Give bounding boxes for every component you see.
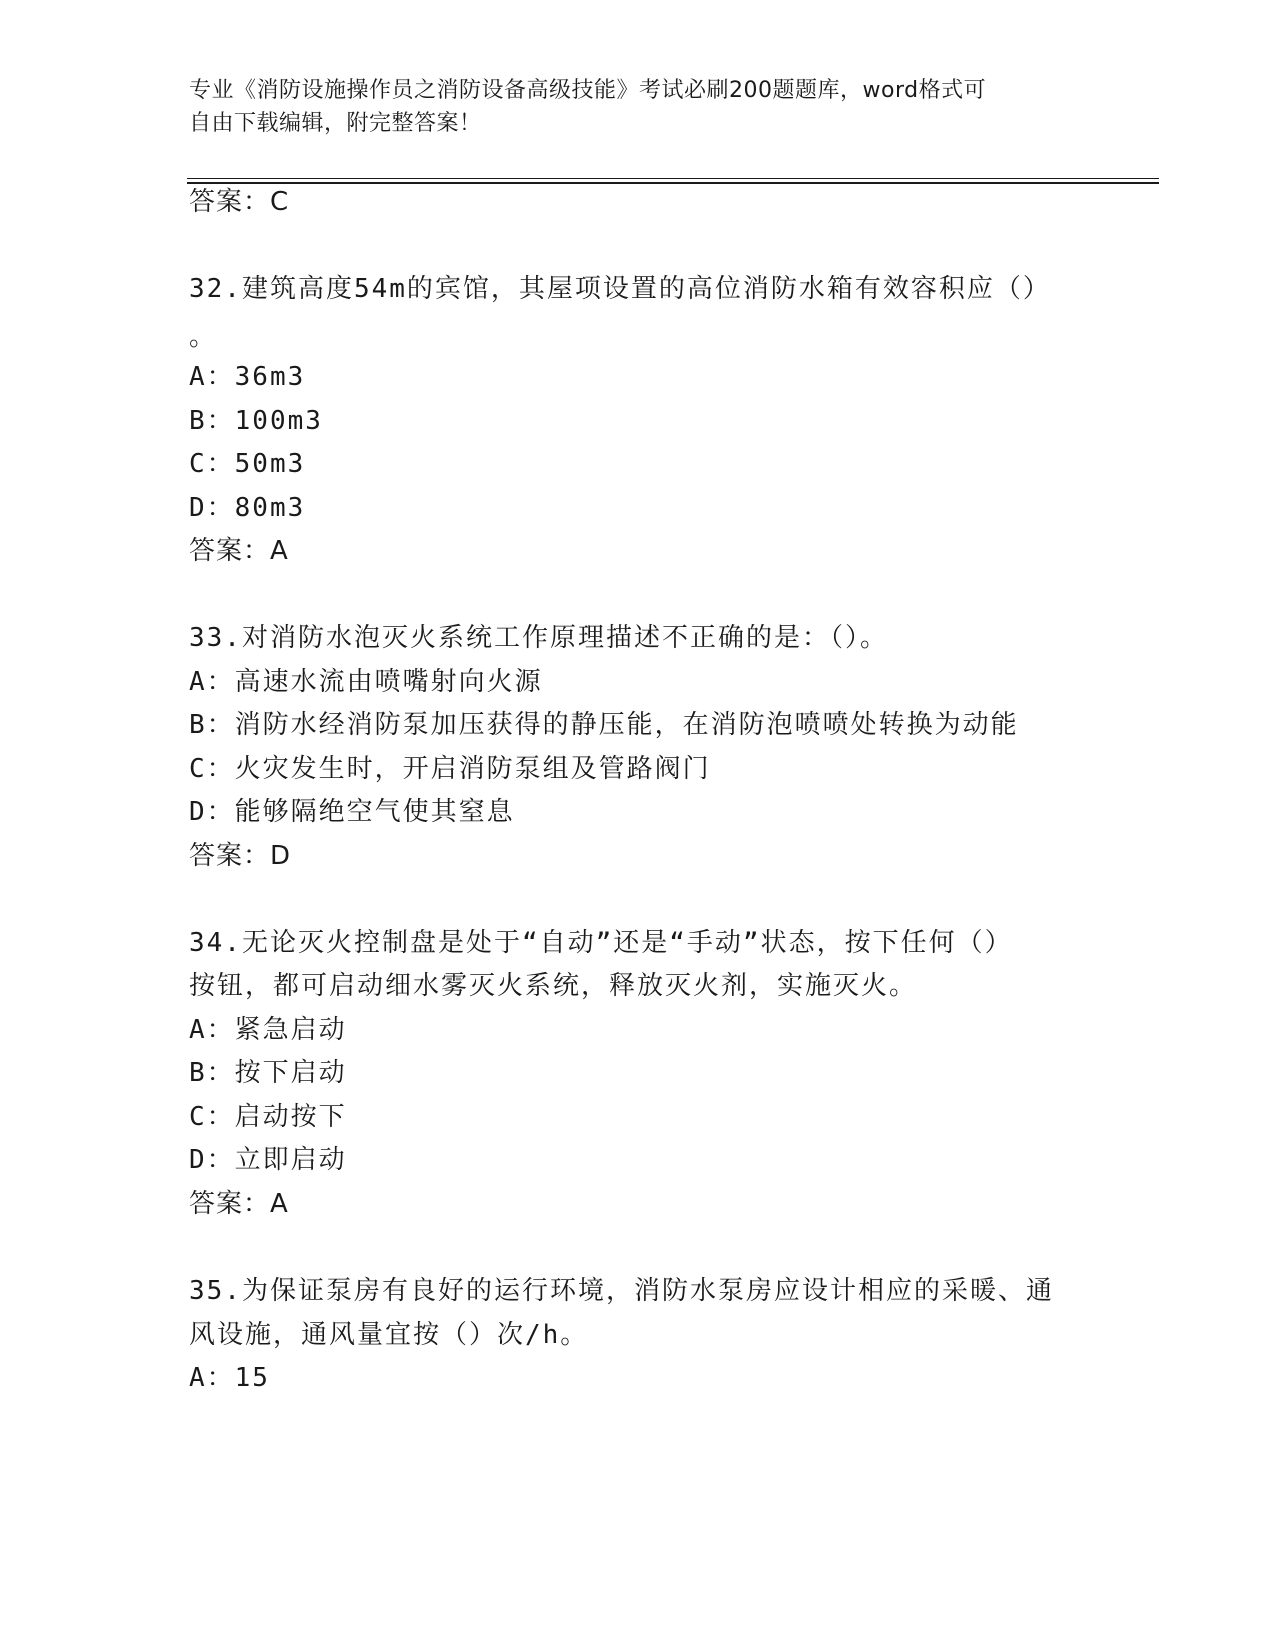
question-34-option-b: B：按下启动 — [189, 1058, 347, 1088]
answer-33: 答案：D — [189, 841, 292, 871]
header-divider-thick — [187, 182, 1159, 184]
answer-32: 答案：A — [189, 536, 289, 566]
question-33-option-c: C：火灾发生时，开启消防泵组及管路阀门 — [189, 754, 711, 784]
question-33-option-a: A：高速水流由喷嘴射向火源 — [189, 667, 543, 697]
question-33-option-b: B：消防水经消防泵加压获得的静压能，在消防泡喷喷处转换为动能 — [189, 710, 1019, 740]
question-32-text: 32.建筑高度54m的宾馆，其屋项设置的高位消防水箱有效容积应（） — [189, 274, 1051, 304]
question-35-text: 35.为保证泵房有良好的运行环境，消防水泵房应设计相应的采暖、通 — [189, 1276, 1054, 1306]
question-34-text: 34.无论灭火控制盘是处于“自动”还是“手动”状态，按下任何（） — [189, 928, 1013, 958]
question-33-text: 33.对消防水泡灭火系统工作原理描述不正确的是：（）。 — [189, 623, 888, 653]
question-32-option-b: B：100m3 — [189, 406, 323, 436]
header-line-2: 自由下载编辑，附完整答案！ — [189, 111, 482, 136]
answer-34: 答案：A — [189, 1189, 289, 1219]
question-34-option-c: C：启动按下 — [189, 1102, 347, 1132]
question-32-text-cont: 。 — [189, 322, 218, 352]
question-32-option-c: C：50m3 — [189, 449, 306, 479]
question-35-option-a: A：15 — [189, 1363, 270, 1393]
question-34-text-cont: 按钮，都可启动细水雾灭火系统，释放灭火剂，实施灭火。 — [189, 971, 918, 1001]
question-32-option-a: A：36m3 — [189, 362, 306, 392]
header-divider-thin — [187, 178, 1159, 179]
question-34-option-a: A：紧急启动 — [189, 1015, 347, 1045]
answer-31: 答案：C — [189, 187, 290, 217]
question-35-text-cont: 风设施，通风量宜按（）次/h。 — [189, 1320, 589, 1350]
header-line-1: 专业《消防设施操作员之消防设备高级技能》考试必刷200题题库，word格式可 — [189, 78, 987, 103]
document-header — [189, 74, 1089, 140]
question-34-option-d: D：立即启动 — [189, 1145, 347, 1175]
question-33-option-d: D：能够隔绝空气使其窒息 — [189, 797, 515, 827]
question-32-option-d: D：80m3 — [189, 493, 306, 523]
